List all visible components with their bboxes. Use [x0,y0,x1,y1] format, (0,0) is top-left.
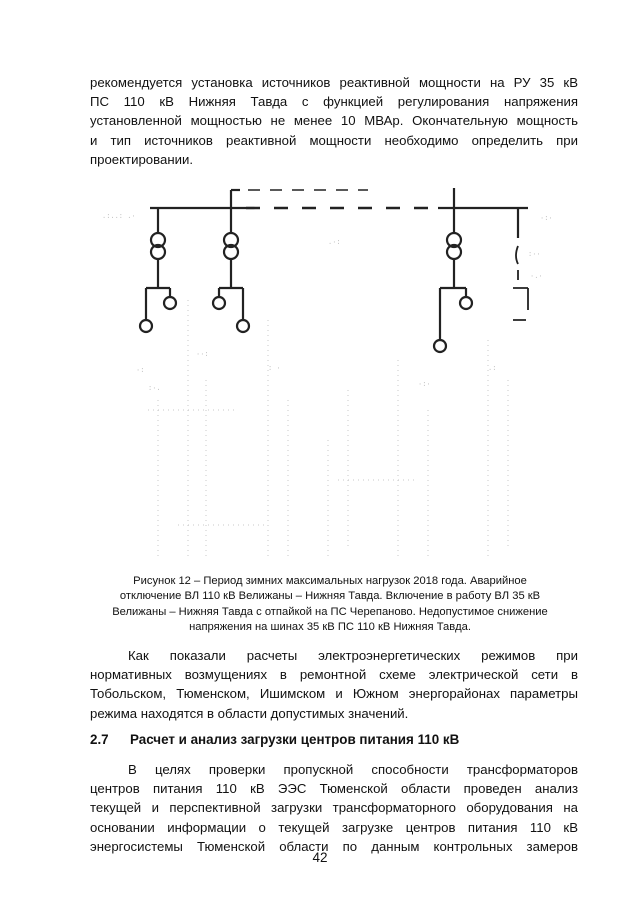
paragraph-line: Как показали расчеты электроэнергетических режимов при [128,648,578,663]
figure-caption [100,574,560,636]
caption-line: напряжения на шинах 35 кВ ПС 110 кВ Нижняя Тавда. [189,621,471,634]
paragraph-line: текущей и перспективной загрузки трансформаторного оборудования на [90,800,578,816]
svg-text:··:: ··: [196,351,209,359]
paragraph-line: В целях проверки пропускной способности трансформаторов [128,762,578,777]
paragraph-calculation-results [90,646,578,723]
paragraph-line: нормативных возмущениях в ремонтной схеме электрической сети в [90,667,578,683]
load-symbol [460,297,472,309]
electrical-scheme-figure [88,180,558,570]
section-title: Расчет и анализ загрузки центров питания 110 кВ [130,732,460,747]
svg-text::··: :·· [528,251,541,259]
svg-text:.:..: .·: .:..: .· [102,213,136,221]
paragraph-line: установленной мощностью не менее 10 МВАр. Окончательную мощность [90,113,578,129]
load-symbol [140,320,152,332]
paragraph-line: проектировании. [90,151,194,167]
paragraph-line: и тип источников реактивной мощности необходимо определить при [90,132,578,148]
paragraph-line: Тобольском, Тюменском, Ишимском и Южном энергорайонах параметры [90,686,578,702]
svg-text:·:·: ·:· [540,215,553,223]
svg-text:·:: ·: [136,367,145,375]
svg-text:.·:: .·: [328,239,341,247]
page-number: 42 [312,850,328,865]
caption-line: Рисунок 12 – Период зимних максимальных нагрузок 2018 года. Аварийное [133,575,527,587]
load-symbol [164,297,176,309]
svg-text:·:·: ·:· [418,381,431,389]
caption-line: отключение ВЛ 110 кВ Велижаны – Нижняя Тавда. Включение в работу ВЛ 35 кВ [119,590,541,603]
caption-line: Велижаны – Нижняя Тавда с отпайкой на ПС Черепаново. Недопустимое снижение [112,605,548,618]
svg-text:: ·: : · [268,365,281,373]
paragraph-line: центров питания 110 кВ ЭЭС Тюменской области проведен анализ [90,781,578,797]
paragraph-line: рекомендуется установка источников реактивной мощности на РУ 35 кВ [90,75,578,90]
partial-feeder-hook [516,246,518,264]
svg-text:·.·: ·.· [530,273,543,281]
paragraph-line: режима находятся в области допустимых значений. [90,705,409,721]
section-number: 2.7 [90,732,109,747]
svg-text:.:: .: [488,365,497,373]
paragraph-line: основании информации о текущей загрузке центров питания 110 кВ [90,819,578,835]
load-symbol [237,320,249,332]
load-symbol [213,297,225,309]
partial-feeder-bracket [513,288,528,320]
paragraph-transformer-analysis [90,760,578,856]
paragraph-recommendation [90,73,578,169]
paragraph-line: ПС 110 кВ Нижняя Тавда с функцией регулирования напряжения [90,94,578,110]
load-symbol [434,340,446,352]
paragraph-line: энергосистемы Тюменской области по данным контрольных замеров [90,838,578,854]
svg-text::·.: :·. [148,385,161,393]
section-heading [90,731,578,749]
